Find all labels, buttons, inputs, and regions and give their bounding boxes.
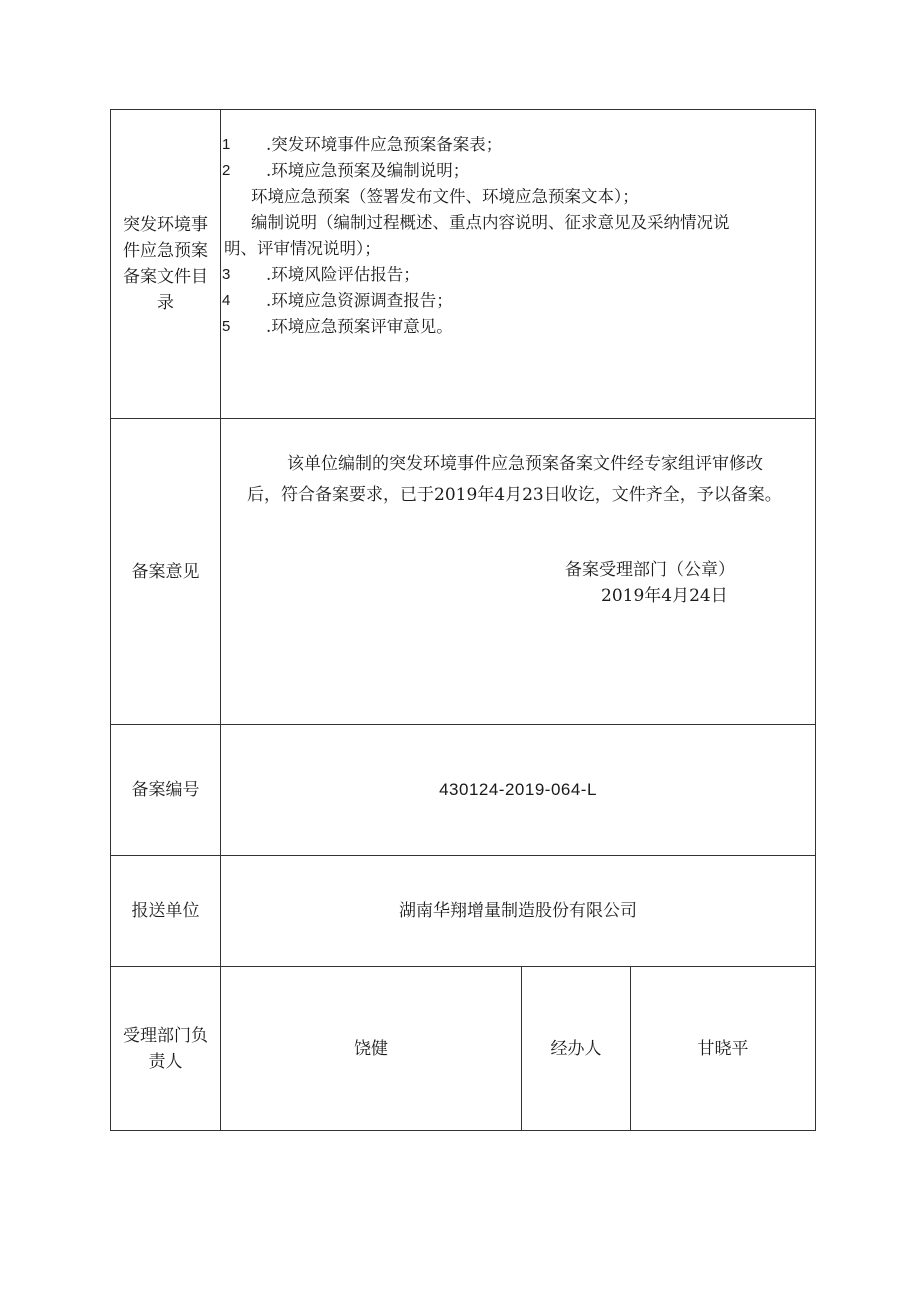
record-number-label: 备案编号 [131,780,200,800]
seal-date: 2019年4月24日 [601,586,728,606]
record-number-value: 430124-2019-064-L [439,780,597,799]
record-number-value-cell [221,725,816,856]
submitting-unit-label: 报送单位 [131,901,200,921]
handler-label: 经办人 [550,1038,602,1059]
sub-item-plan: 环境应急预案（签署发布文件、环境应急预案文本）； [251,187,639,206]
list-item-number: 2 [222,162,231,179]
list-item [222,132,791,158]
opinion-label: 备案意见 [131,561,200,582]
submitting-unit-value: 湖南华翔增量制造股份有限公司 [399,901,637,921]
opinion-row [111,419,816,725]
department-head-label-cell [111,967,221,1131]
handler-name: 甘晓平 [697,1038,749,1059]
list-item-text: .环境应急资源调查报告； [266,291,453,310]
submitting-unit-value-cell [221,856,816,967]
list-item [222,158,791,184]
seal-department: 备案受理部门（公章） [565,560,735,580]
submitting-unit-label-cell [111,856,221,967]
sub-item-description-continued: 明、评审情况说明）； [224,239,381,258]
directory-label: 突发环境事件应急预案备案文件目录 [123,215,208,313]
directory-label-cell [111,110,221,419]
seal-block [247,557,795,609]
list-item-text: .突发环境事件应急预案备案表； [266,135,503,154]
department-head-name-cell [221,967,522,1131]
department-head-label: 受理部门负责人 [123,1025,208,1072]
list-item-text: .环境应急预案及编制说明； [266,161,470,180]
record-number-label-cell [111,725,221,856]
list-item-text: .环境应急预案评审意见。 [266,317,453,336]
list-item-number: 4 [222,292,231,309]
directory-row [111,110,816,419]
opinion-paragraph: 该单位编制的突发环境事件应急预案备案文件经专家组评审修改后，符合备案要求，已于2019年4月23日收讫，文件齐全，予以备案。 [247,454,782,505]
handler-name-cell [631,967,816,1131]
handler-label-cell [522,967,631,1131]
opinion-content-cell [221,419,816,725]
list-item-number: 5 [222,318,231,335]
personnel-row [111,967,816,1131]
list-item-number: 1 [222,136,231,153]
directory-list-cell [221,110,816,419]
sub-item-description: 编制说明（编制过程概述、重点内容说明、征求意见及采纳情况说 [251,213,730,232]
opinion-label-cell [111,419,221,725]
list-item [222,288,791,314]
list-item-number: 3 [222,266,231,283]
list-item [222,262,791,288]
list-item-text: .环境风险评估报告； [266,265,420,284]
list-item [222,314,791,340]
record-number-row [111,725,816,856]
department-head-name: 饶健 [354,1038,388,1059]
filing-form-table [110,109,816,1131]
submitting-unit-row [111,856,816,967]
